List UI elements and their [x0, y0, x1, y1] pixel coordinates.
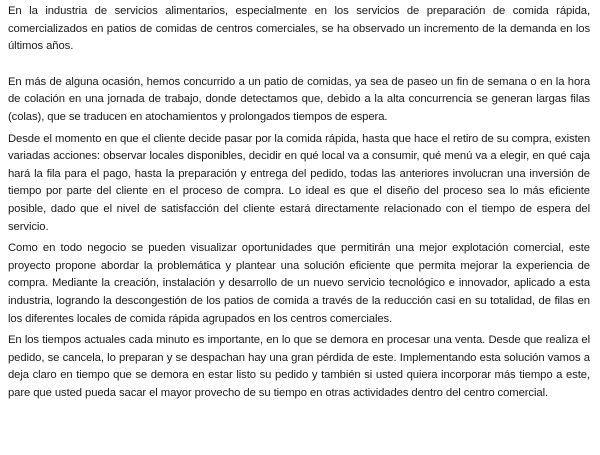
paragraph-intro: En la industria de servicios alimentarios, especialmente en los servicios de preparación de comida rápida, comercializados en patios de comidas de centros comerciales, se ha observado un incremento de la demanda en los últimos años. [8, 5, 590, 53]
paragraph-time-importance: En los tiempos actuales cada minuto es importante, en lo que se demora en procesar una venta. Desde que realiza el pedido, se cancela, lo preparan y se despachan hay una gran pérdida de este. Implementando esta solución vamos a deja claro en tiempo que se demora en estar listo su pedido y también si usted quiera incorporar más tiempo a este, pare que usted pueda sacar el mayor provecho de su tiempo en otras actividades dentro del centro comercial. [8, 334, 590, 399]
paragraph-purchase-process: Desde el momento en que el cliente decide pasar por la comida rápida, hasta que hace el retiro de su compra, existen variadas acciones: observar locales disponibles, decidir en qué local va a consumir, qué menú va a elegir, en qué caja hará la fila para el pago, hasta la preparación y entrega del pedido, todas las anteriores involucran una inversión de tiempo por parte del cliente en el proceso de compra. Lo ideal es que el diseño del proceso sea lo más eficiente posible, dado que el nivel de satisfacción del cliente estará directamente relacionado con el tiempo de espera del servicio. [8, 132, 590, 233]
paragraph-business-opportunity: Como en todo negocio se pueden visualizar oportunidades que permitirán una mejor explotación comercial, este proyecto propone abordar la problemática y plantear una solución eficiente que permita mejorar la experiencia de compra. Mediante la creación, instalación y desarrollo de un nuevo servicio tecnológico e innovador, aplicado a esta industria, logrando la descongestión de los patios de comida a través de la reducción casi en su totalidad, de filas en los diferentes locales de comida rápida agrupados en los centros comerciales. [8, 242, 590, 325]
paragraph-food-court-queues: En más de alguna ocasión, hemos concurrido a un patio de comidas, ya sea de paseo un fin de semana o en la hora de colación en una jornada de trabajo, donde detectamos que, debido a la alta concurrencia se generan largas filas (colas), que se traducen en atochamientos y prolongados tiempos de espera. [8, 75, 590, 123]
